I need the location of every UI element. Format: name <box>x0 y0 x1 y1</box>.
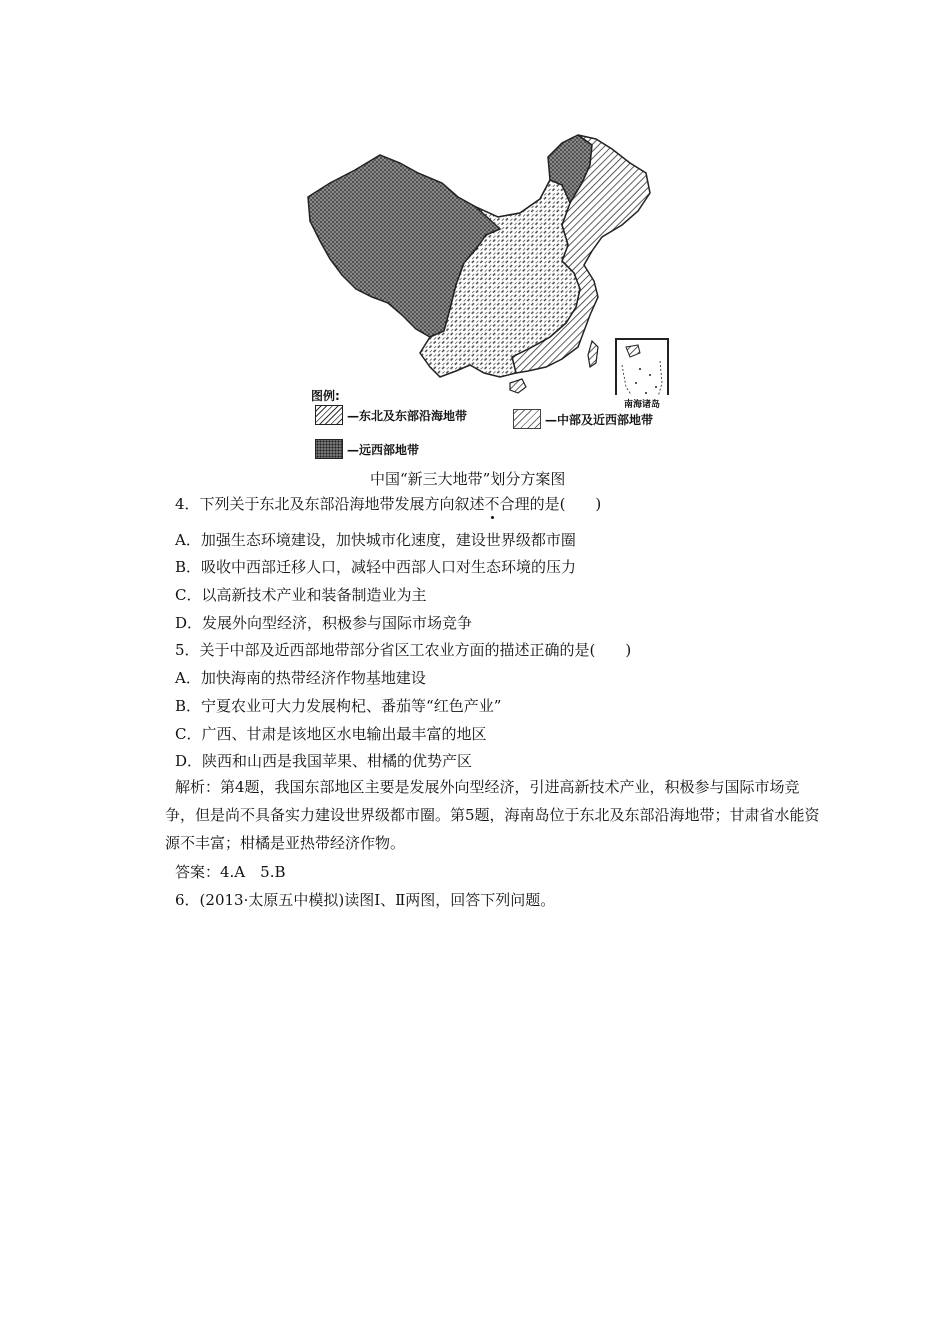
q4-option-a: A．加强生态环境建设，加快城市化速度，建设世界级都市圈 <box>175 531 576 549</box>
q5-option-d: D．陕西和山西是我国苹果、柑橘的优势产区 <box>175 752 473 770</box>
legend-item-west <box>315 439 419 459</box>
q4-option-c: C．以高新技术产业和装备制造业为主 <box>175 586 427 604</box>
q4-option-b: B．吸收中西部迁移人口，减轻中西部人口对生态环境的压力 <box>175 558 577 576</box>
q4-option-d: D．发展外向型经济，积极参与国际市场竞争 <box>175 614 473 632</box>
legend-east-label: —东北及东部沿海地带 <box>347 408 468 423</box>
west-zone-swatch <box>315 439 343 459</box>
legend-central-label: —中部及近西部地带 <box>545 412 654 427</box>
central-zone-swatch <box>513 409 541 429</box>
q4-emphasis: 不 <box>484 495 500 513</box>
question-5-stem: 5．关于中部及近西部地带部分省区工农业方面的描述正确的是( ) <box>175 641 632 659</box>
legend-item-east <box>315 405 467 425</box>
analysis-text: 解析：第4题，我国东部地区主要是发展外向型经济，引进高新技术产业，积极参与国际市场竞争，但是尚不具备实力建设世界级都市圈。第5题，海南岛位于东北及东部沿海地带；甘肃省水能资源不丰富；柑橘是亚热带经济作物。 <box>165 778 820 852</box>
legend-title: 图例: <box>311 389 340 403</box>
analysis-paragraph <box>165 773 825 857</box>
question-6-stem: 6．(2013·太原五中模拟)读图Ⅰ、Ⅱ两图，回答下列问题。 <box>175 891 556 909</box>
question-4-stem <box>175 494 601 514</box>
q5-option-c: C．广西、甘肃是该地区水电输出最丰富的地区 <box>175 725 487 743</box>
east-zone-swatch <box>315 405 343 425</box>
q4-stem-text-a: 4．下列关于东北及东部沿海地带发展方向叙述 <box>175 495 485 513</box>
q5-option-a: A．加快海南的热带经济作物基地建设 <box>175 669 426 687</box>
legend-west-label: —远西部地带 <box>347 442 420 457</box>
q5-option-b: B．宁夏农业可大力发展枸杞、番茄等“红色产业” <box>175 697 502 715</box>
china-map <box>300 125 680 395</box>
answer-line: 答案：4.A 5.B <box>175 863 286 881</box>
china-three-zones-map <box>300 125 680 470</box>
legend-item-central <box>513 409 653 429</box>
map-legend <box>305 387 685 467</box>
taiwan-island <box>588 341 598 367</box>
figure-caption: 中国“新三大地带”划分方案图 <box>370 470 566 488</box>
inset-label: 南海诸岛 <box>623 400 660 410</box>
q4-stem-text-b: 合理的是( ) <box>499 495 602 513</box>
